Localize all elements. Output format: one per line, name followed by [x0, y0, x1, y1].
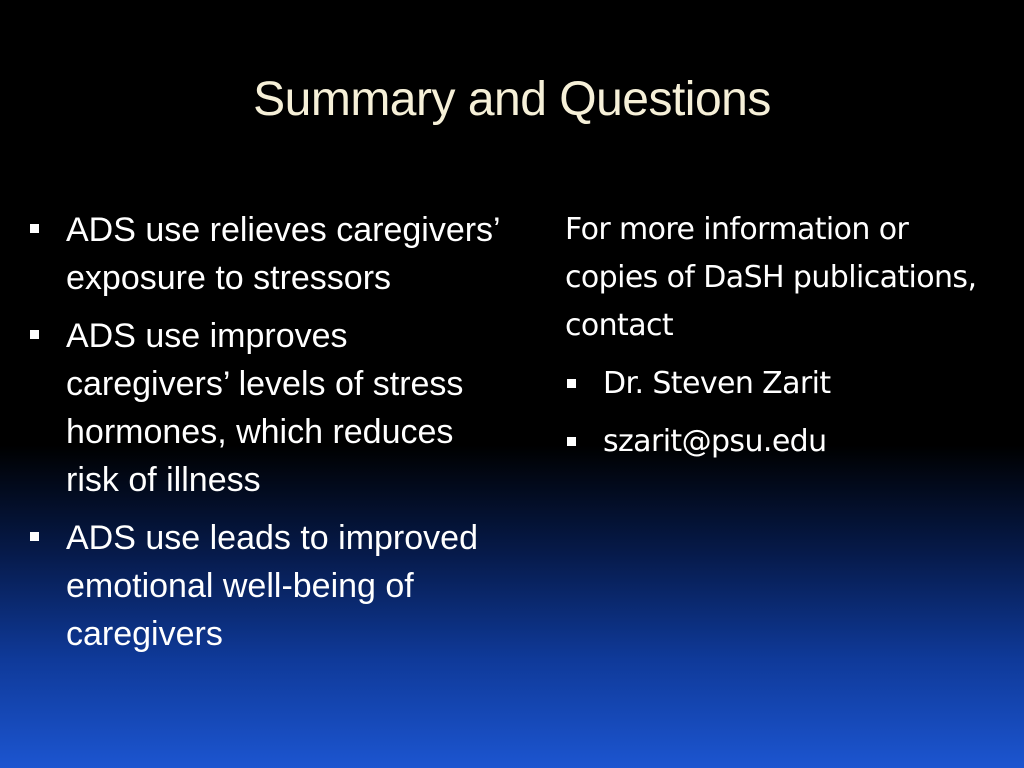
contact-bullet-list: [565, 360, 1005, 466]
contact-email: szarit@psu.edu: [603, 424, 827, 459]
contact-email-item: [565, 418, 1005, 466]
square-bullet-icon: [30, 532, 39, 541]
square-bullet-icon: [30, 330, 39, 339]
contact-name: Dr. Steven Zarit: [603, 366, 831, 401]
summary-bullet-item: [28, 206, 503, 302]
summary-bullet-text: ADS use relieves caregivers’ exposure to stressors: [66, 211, 500, 297]
summary-bullet-text: ADS use improves caregivers’ levels of stress hormones, which reduces risk of illness: [66, 317, 464, 499]
summary-bullet-item: [28, 312, 503, 504]
square-bullet-icon: [567, 379, 576, 388]
summary-bullet-list: [28, 206, 503, 658]
contact-name-item: [565, 360, 1005, 408]
contact-intro: For more information or copies of DaSH publications, contact: [565, 212, 977, 343]
slide-title: Summary and Questions: [253, 73, 771, 126]
square-bullet-icon: [30, 224, 39, 233]
summary-bullet-item: [28, 514, 503, 658]
square-bullet-icon: [567, 437, 576, 446]
left-column: [28, 206, 503, 668]
summary-bullet-text: ADS use leads to improved emotional well-being of caregivers: [66, 519, 478, 653]
right-column: [565, 206, 1005, 476]
